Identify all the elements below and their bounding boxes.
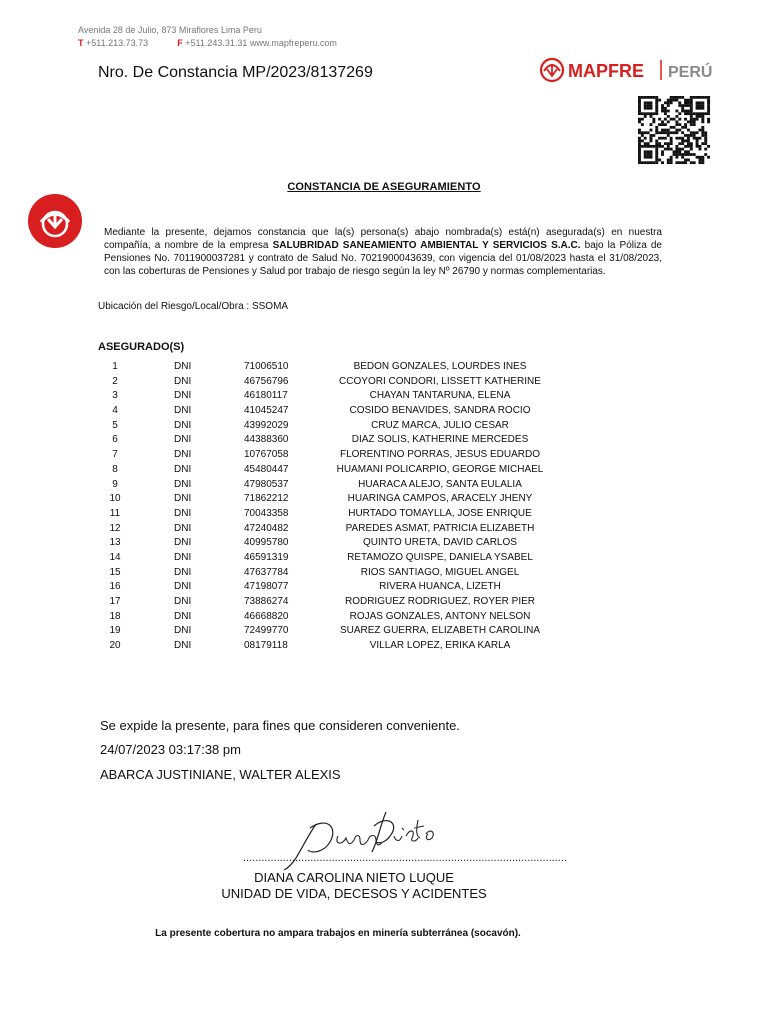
row-number: 4 [112, 405, 118, 417]
table-row [0, 522, 768, 537]
dni-number: 47980537 [244, 478, 289, 490]
row-number: 16 [109, 581, 121, 593]
logo-country: PERÚ [668, 64, 713, 81]
table-row [0, 551, 768, 566]
document-type: DNI [174, 361, 192, 372]
insured-name: BEDON GONZALES, LOURDES INES [353, 361, 527, 372]
table-row [0, 419, 768, 434]
address-text: Avenida 28 de Julio, 873 Miraflores Lima Peru [78, 25, 262, 35]
insured-name: RIOS SANTIAGO, MIGUEL ANGEL [360, 566, 520, 578]
row-number: 2 [112, 375, 118, 387]
table-row [0, 375, 768, 390]
document-type: DNI [174, 449, 192, 461]
row-number: 10 [109, 493, 121, 505]
document-type: DNI [174, 390, 192, 402]
row-number: 18 [109, 610, 121, 622]
document-type: DNI [174, 551, 192, 563]
header-address-block [78, 24, 337, 50]
table-row [0, 448, 768, 463]
signer-block [0, 870, 708, 902]
row-number: 6 [112, 434, 118, 446]
row-number: 3 [112, 390, 118, 402]
insured-name: HUARACA ALEJO, SANTA EULALIA [358, 478, 522, 490]
insured-name: DIAZ SOLIS, KATHERINE MERCEDES [351, 434, 529, 446]
table-row [0, 360, 768, 375]
document-type: DNI [174, 419, 192, 431]
insured-name: PAREDES ASMAT, PATRICIA ELIZABETH [345, 522, 535, 534]
phone-number: +511.213.73.73 [86, 38, 149, 48]
document-type: DNI [174, 610, 192, 622]
insured-name: CHAYAN TANTARUNA, ELENA [369, 390, 511, 402]
constancia-number: Nro. De Constancia MP/2023/8137269 [98, 64, 373, 81]
row-number: 13 [109, 537, 121, 549]
document-type: DNI [174, 434, 192, 446]
company-name: SALUBRIDAD SANEAMIENTO AMBIENTAL Y SERVICIOS S.A.C. [272, 240, 581, 251]
insured-name: ROJAS GONZALES, ANTONY NELSON [349, 610, 531, 622]
insured-name: RODRIGUEZ RODRIGUEZ, ROYER PIER [344, 596, 535, 607]
table-row [0, 492, 768, 507]
insured-name: CRUZ MARCA, JULIO CESAR [371, 419, 509, 431]
mapfre-round-logo-icon [28, 194, 82, 248]
dni-number: 46756796 [244, 375, 289, 387]
row-number: 15 [109, 566, 121, 578]
insured-name: COSIDO BENAVIDES, SANDRA ROCIO [349, 405, 531, 417]
requester-name: ABARCA JUSTINIANE, WALTER ALEXIS [100, 767, 341, 782]
signature-line: .......................................................................................................... [243, 852, 567, 864]
dni-number: 40995780 [244, 537, 289, 549]
document-type: DNI [174, 566, 192, 578]
dni-number: 71006510 [244, 361, 289, 372]
document-type: DNI [174, 522, 192, 534]
issue-datetime: 24/07/2023 03:17:38 pm [100, 742, 241, 757]
row-number: 12 [109, 522, 121, 534]
insured-name: CCOYORI CONDORI, LISSETT KATHERINE [339, 375, 541, 387]
fax-prefix: F [177, 38, 183, 48]
document-type: DNI [174, 493, 192, 505]
table-row [0, 566, 768, 581]
table-row [0, 639, 768, 654]
paragraph-part-2: bajo la Póliza de Pensiones No. 7011900037281 y contrato de Salud No. 7021900043639, con vigencia del 01/08/2023 hasta el 31/08/2023, con las coberturas de Pensiones y Salud por trabajo de riesgo según la ley Nº 26790 y normas complementarias. [104, 240, 662, 277]
insured-name: VILLAR LOPEZ, ERIKA KARLA [369, 640, 511, 652]
insured-heading: ASEGURADO(S) [98, 341, 185, 353]
logo-brand: MAPFRE [568, 61, 644, 81]
dni-number: 43992029 [244, 419, 289, 431]
table-row [0, 624, 768, 639]
table-row [0, 536, 768, 551]
paragraph-part-1: Mediante la presente, dejamos constancia que la(s) persona(s) abajo nombrada(s) está(n) asegurada(s) en nuestra compañía, a nombre de la empresa [104, 227, 662, 251]
contact-line [78, 37, 337, 50]
phone-prefix: T [78, 38, 84, 48]
issuance-statement: Se expide la presente, para fines que consideren conveniente. [100, 718, 460, 733]
document-type: DNI [174, 405, 192, 417]
row-number: 17 [109, 596, 121, 607]
insured-name: HURTADO TOMAYLLA, JOSE ENRIQUE [348, 507, 532, 519]
row-number: 20 [109, 640, 121, 652]
document-type: DNI [174, 640, 192, 652]
dni-number: 46180117 [244, 390, 288, 402]
signer-unit: UNIDAD DE VIDA, DECESOS Y ACIDENTES [221, 886, 487, 901]
row-number: 9 [112, 478, 118, 490]
table-row [0, 507, 768, 522]
row-number: 19 [109, 625, 121, 637]
dni-number: 45480447 [244, 463, 289, 475]
document-type: DNI [174, 478, 192, 490]
table-row [0, 389, 768, 404]
dni-number: 47637784 [244, 566, 289, 578]
table-row [0, 610, 768, 625]
insured-name: QUINTO URETA, DAVID CARLOS [363, 537, 517, 549]
dni-number: 71862212 [244, 493, 289, 505]
row-number: 1 [112, 361, 118, 372]
document-type: DNI [174, 463, 192, 475]
document-type: DNI [174, 375, 192, 387]
table-row [0, 595, 768, 610]
dni-number: 08179118 [244, 640, 288, 652]
dni-number: 47240482 [244, 522, 289, 534]
insured-name: HUARINGA CAMPOS, ARACELY JHENY [347, 493, 533, 505]
document-type: DNI [174, 537, 192, 549]
insured-name: SUAREZ GUERRA, ELIZABETH CAROLINA [339, 625, 541, 637]
insured-name: HUAMANI POLICARPIO, GEORGE MICHAEL [336, 463, 544, 475]
insured-name: RIVERA HUANCA, LIZETH [379, 581, 501, 593]
table-row [0, 478, 768, 493]
dni-number: 72499770 [244, 625, 289, 637]
dni-number: 47198077 [244, 581, 289, 593]
qr-code-icon [638, 96, 710, 164]
table-row [0, 580, 768, 595]
dni-number: 44388360 [244, 434, 289, 446]
row-number: 5 [112, 419, 118, 431]
insured-name: RETAMOZO QUISPE, DANIELA YSABEL [347, 551, 533, 563]
dni-number: 73886274 [244, 596, 289, 607]
dni-number: 10767058 [244, 449, 289, 461]
row-number: 8 [112, 463, 118, 475]
signer-name: DIANA CAROLINA NIETO LUQUE [254, 870, 454, 885]
table-row [0, 404, 768, 419]
fax-and-web: +511.243.31.31 www.mapfreperu.com [185, 38, 337, 48]
risk-location: Ubicación del Riesgo/Local/Obra : SSOMA [98, 301, 289, 312]
dni-number: 41045247 [244, 405, 289, 417]
document-type: DNI [174, 625, 192, 637]
row-number: 11 [109, 507, 121, 519]
dni-number: 70043358 [244, 507, 289, 519]
document-type: DNI [174, 596, 192, 607]
dni-number: 46591319 [244, 551, 289, 563]
insured-table [0, 360, 768, 654]
mapfre-logo [538, 56, 718, 86]
row-number: 7 [112, 449, 118, 461]
insured-name: FLORENTINO PORRAS, JESUS EDUARDO [339, 449, 541, 461]
dni-number: 46668820 [244, 610, 289, 622]
table-row [0, 433, 768, 448]
document-type: DNI [174, 507, 192, 519]
document-type: DNI [174, 581, 192, 593]
table-row [0, 463, 768, 478]
row-number: 14 [109, 551, 121, 563]
document-title: CONSTANCIA DE ASEGURAMIENTO [287, 181, 481, 193]
certificate-paragraph [104, 226, 662, 278]
footer-note: La presente cobertura no ampara trabajos en minería subterránea (socavón). [155, 928, 521, 939]
